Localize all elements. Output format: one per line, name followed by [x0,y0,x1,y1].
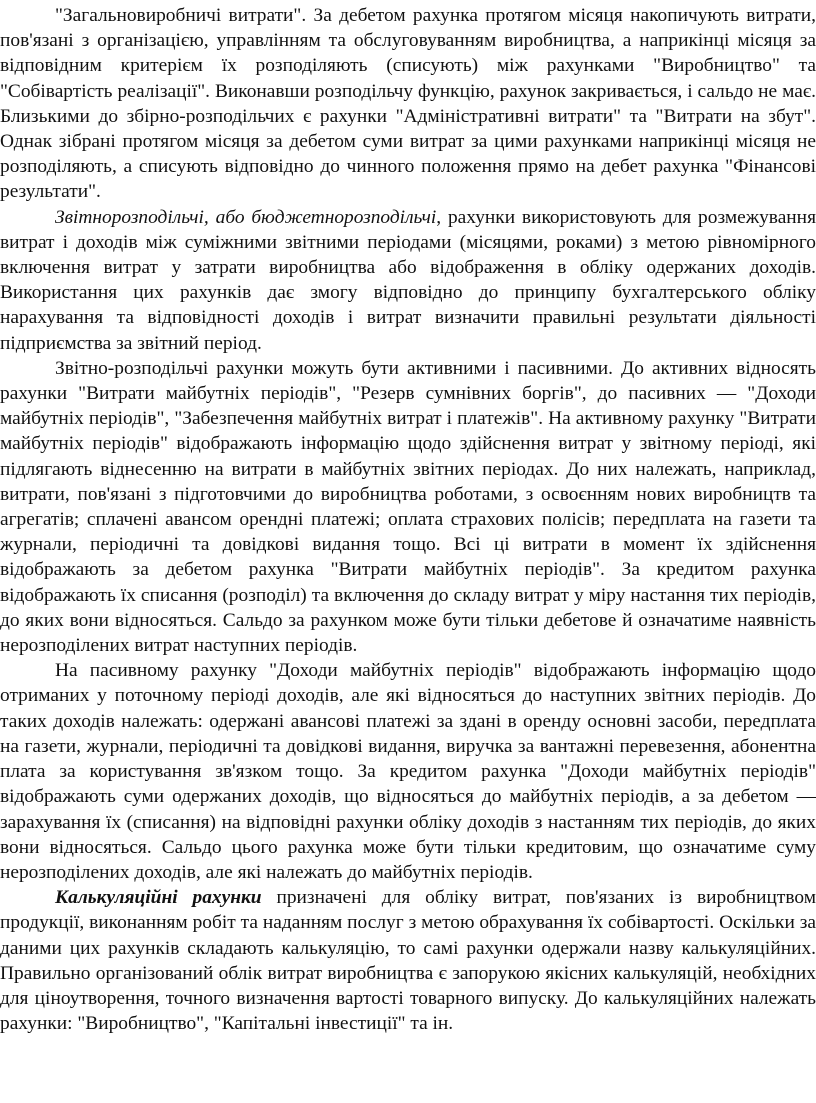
paragraph-reporting-distribution-accounts [0,205,816,356]
paragraph-text: Звітно-розподільчі рахунки можуть бути активними і пасивними. До активних відносять рахунки "Витрати майбутніх періодів", "Резерв сумнівних боргів", до пасивних — "Доходи майбутніх періодів", "Забезпечення майбутніх витрат і платежів". На активному рахунку "Витрати майбутніх періодів" відображають інформацію щодо здійснення витрат у звітному періоді, які підлягають віднесенню на витрати в майбутніх звітних періодах. До них належать, наприклад, витрати, пов'язані з підготовчими до виробництва роботами, з освоєнням нових виробництв та агрегатів; сплачені авансом орендні платежі; оплата страхових полісів; передплата на газети та журнали, періодичні та довідкові видання тощо. Всі ці витрати в момент їх здійснення відображають за дебетом рахунка "Витрати майбутніх періодів". За кредитом рахунка відображають їх списання (розподіл) та включення до складу витрат у міру настання тих періодів, до яких вони відносяться. Сальдо за рахунком може бути тільки дебетове й означатиме наявність нерозподілених витрат наступних періодів. [0,357,816,657]
paragraph-general-production-costs [0,3,816,205]
emphasized-term: Звітнорозподільчі, або бюджетнорозподільчі [55,206,437,228]
paragraph-costing-accounts [0,885,816,1036]
paragraph-text: , рахунки використовують для розмежування витрат і доходів між суміжними звітними періодами (місяцями, роками) з метою рівномірного включення витрат у затрати виробництва або відображення в обліку одержаних доходів. Використання цих рахунків дає змогу відповідно до принципу бухгалтерського обліку нарахування та відповідності доходів і витрат визначити правильні результати діяльності підприємства за звітний період. [0,206,816,354]
paragraph-text: призначені для обліку витрат, пов'язаних із виробництвом продукції, виконанням робіт та наданням послуг з метою обрахування їх собівартості. Оскільки за даними цих рахунків складають калькуляцію, то самі рахунки одержали назву калькуляційних. Правильно організований облік витрат виробництва є запорукою якісних калькуляцій, необхідних для ціноутворення, точного визначення вартості товарного випуску. До калькуляційних належать рахунки: "Виробництво", "Капітальні інвестиції" та ін. [0,887,816,1035]
paragraph-active-passive-accounts [0,356,816,658]
emphasized-term: Калькуляційні рахунки [55,887,262,909]
paragraph-text: "Загальновиробничі витрати". За дебетом рахунка протягом місяця накопичують витрати, пов'язані з організацією, управлінням та обслуговуванням виробництва, а наприкінці місяця за відповідним критерієм їх розподіляють (списують) між рахунками "Виробництво" та "Собівартість реалізації". Виконавши розподільчу функцію, рахунок закривається, і сальдо не має. Близькими до збірно-розподільчих є рахунки "Адміністративні витрати" та "Витрати на збут". Однак зібрані протягом місяця за дебетом суми витрат за цими рахунками наприкінці місяця не розподіляють, а списують відповідно до чинного положення прямо на дебет рахунка "Фінансові результати". [0,5,816,203]
paragraph-text: На пасивному рахунку "Доходи майбутніх періодів" відображають інформацію щодо отриманих у поточному періоді доходів, але які відносяться до наступних звітних періодів. До таких доходів належать: одержані авансові платежі за здані в оренду основні засоби, передплата на газети, журнали, періодичні та довідкові видання, виручка за вантажні перевезення, абонентна плата за користування зв'язком тощо. За кредитом рахунка "Доходи майбутніх періодів" відображають суми одержаних доходів, що відносяться до майбутніх періодів, а за дебетом — зарахування їх (списання) на відповідні рахунки обліку доходів з настанням тих періодів, до яких вони відносяться. Сальдо цього рахунка може бути тільки кредитовим, що означатиме суму нерозподілених доходів, але які належать до майбутніх періодів. [0,660,816,883]
paragraph-future-income [0,658,816,885]
